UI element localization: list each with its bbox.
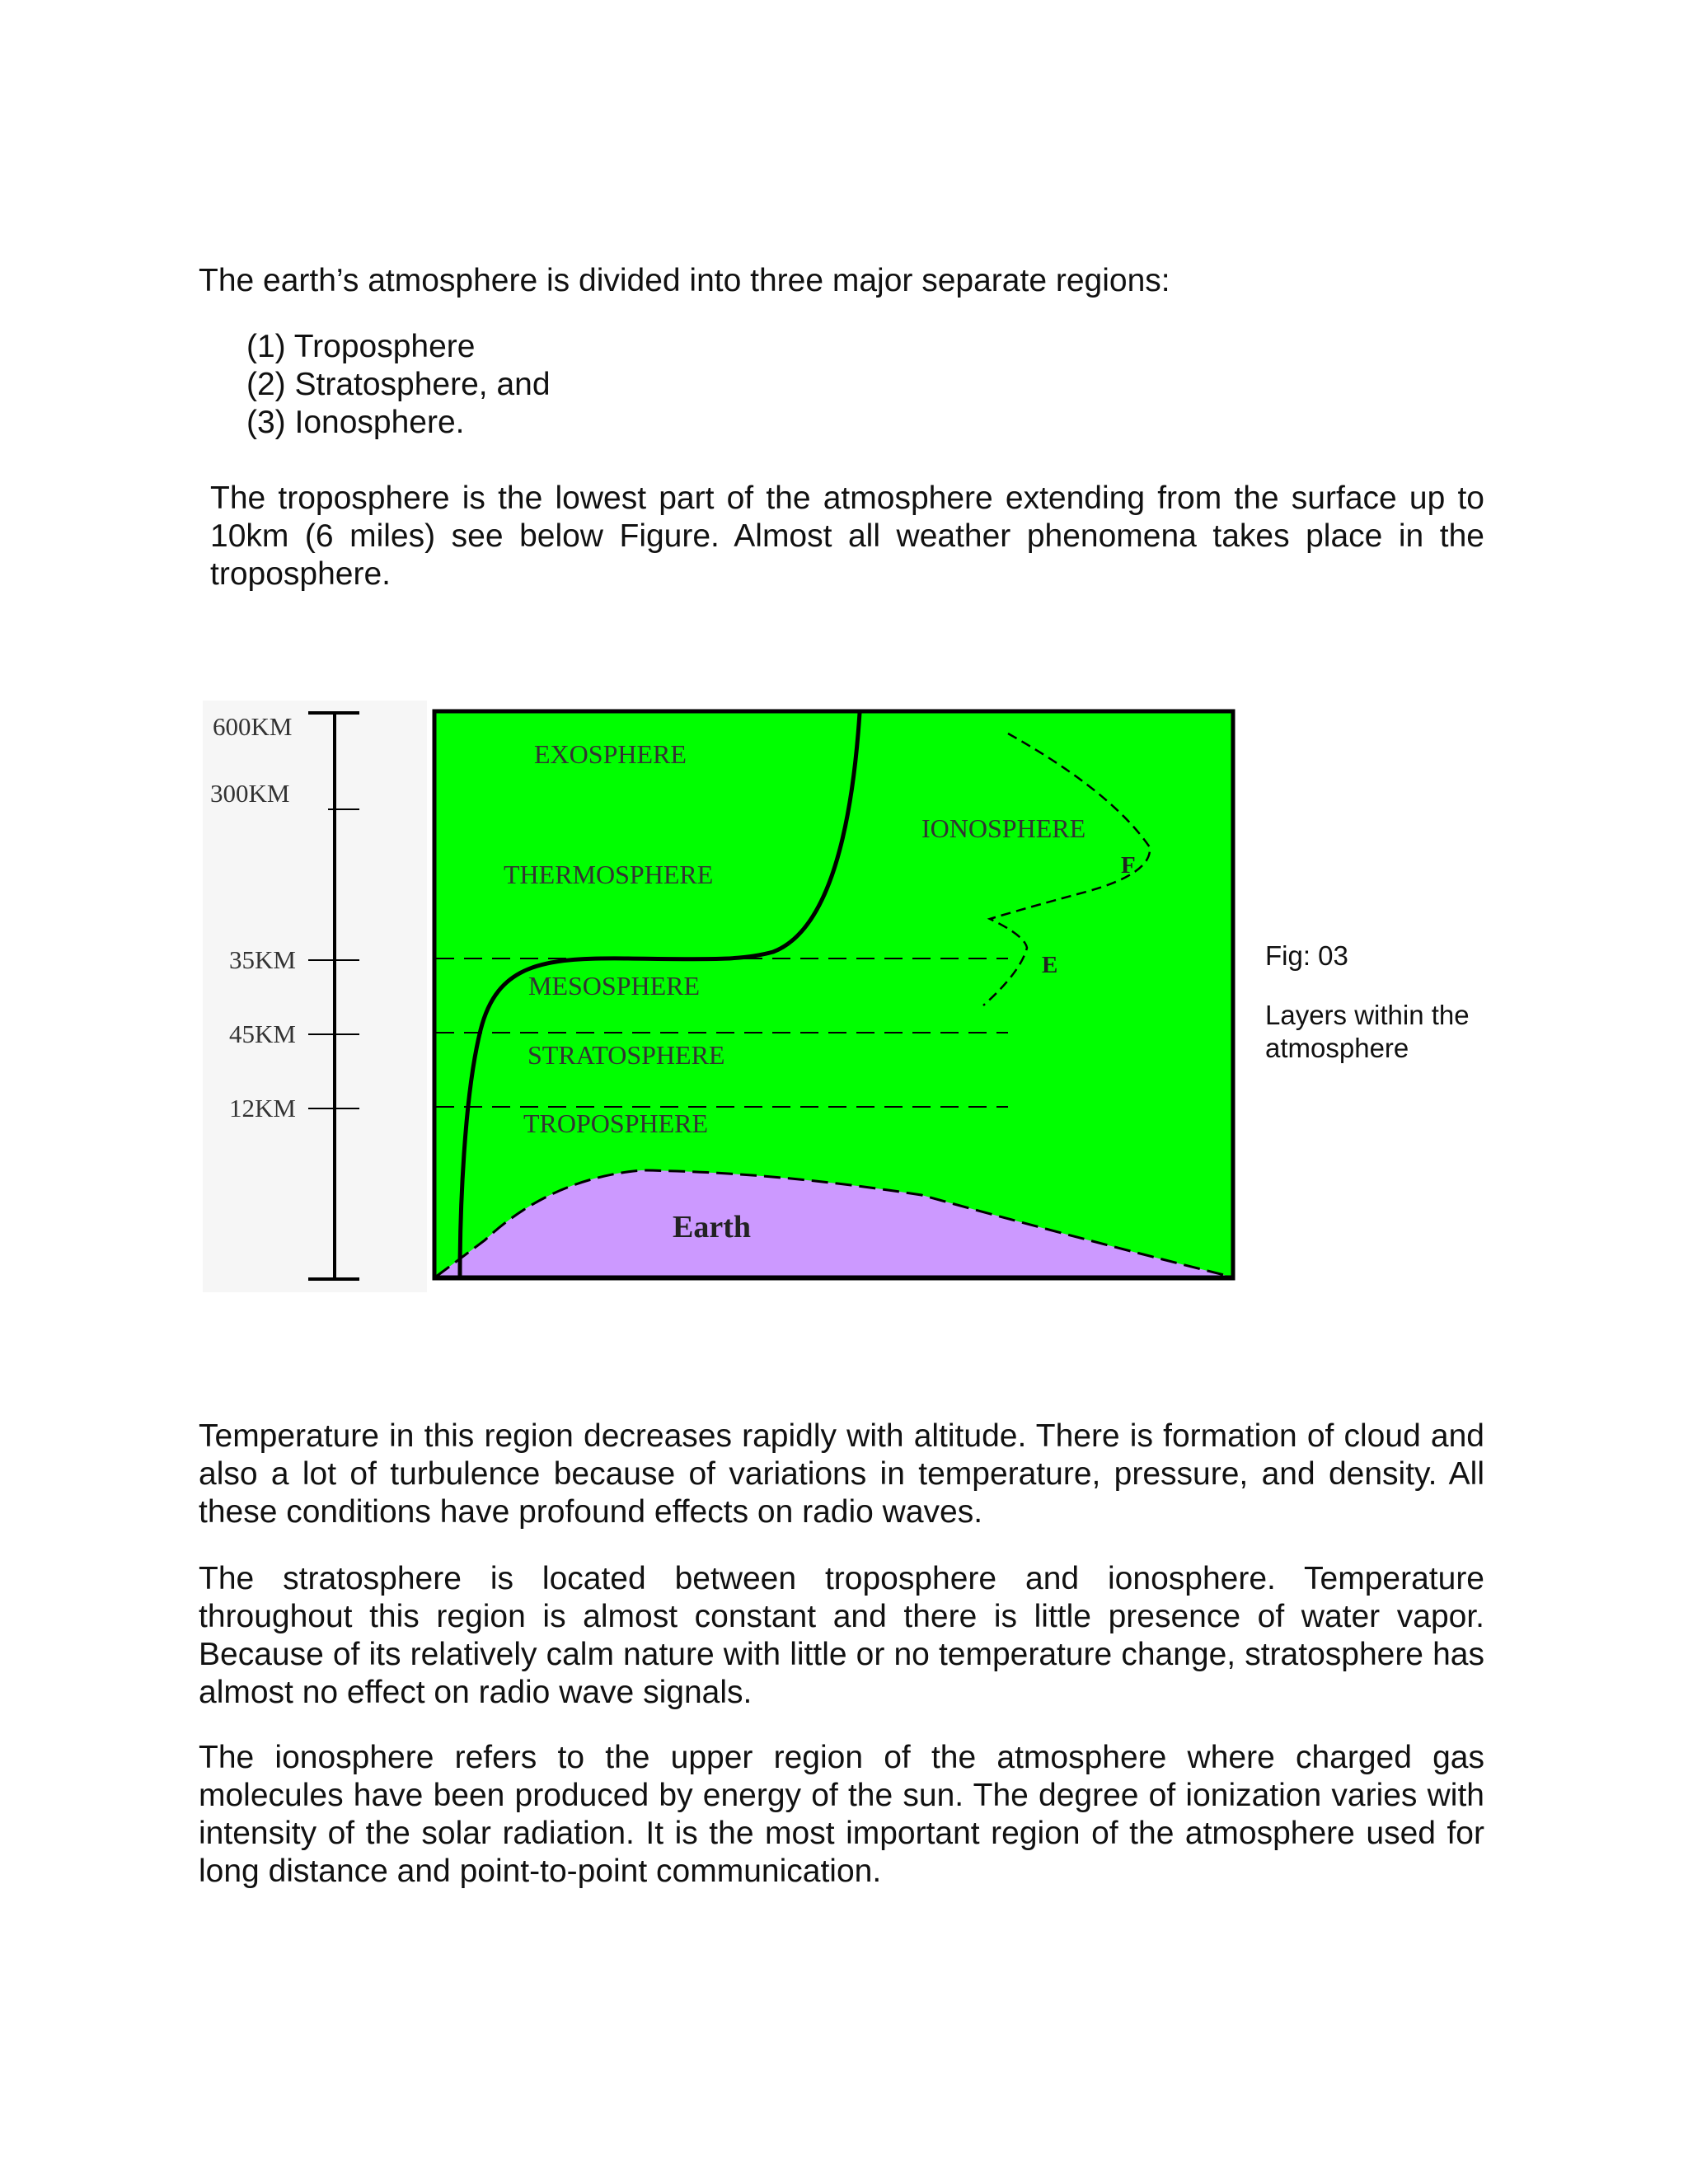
list-item: (1) Troposphere [246, 329, 476, 364]
temperature-paragraph: Temperature in this region decreases rapidly with altitude. There is formation of cloud and also a lot of turbulence because of variations in temperature, pressure, and density. All these conditions have profound effects on radio waves. [199, 1418, 1484, 1530]
altitude-label-35km: 35KM [229, 945, 296, 974]
label-ionosphere: IONOSPHERE [921, 813, 1086, 843]
label-thermosphere: THERMOSPHERE [504, 860, 714, 889]
label-exosphere: EXOSPHERE [534, 739, 687, 769]
altitude-label-45km: 45KM [229, 1019, 296, 1048]
label-f-layer: F [1121, 852, 1136, 879]
altitude-label-300km: 300KM [210, 779, 290, 808]
figure-number: Fig: 03 [1265, 940, 1348, 971]
list-item: (2) Stratosphere, and [246, 367, 551, 402]
label-troposphere: TROPOSPHERE [523, 1108, 709, 1138]
label-stratosphere: STRATOSPHERE [528, 1040, 725, 1070]
list-item: (3) Ionosphere. [246, 405, 465, 440]
label-earth: Earth [673, 1210, 751, 1244]
atmosphere-layers-figure [196, 701, 1259, 1292]
altitude-label-600km: 600KM [213, 712, 293, 741]
figure-caption: Layers within the atmosphere [1265, 1000, 1470, 1063]
altitude-label-12km: 12KM [229, 1094, 296, 1122]
region-list [246, 328, 551, 442]
ionosphere-paragraph: The ionosphere refers to the upper region of the atmosphere where charged gas molecules have been produced by energy of the sun. The degree of ionization varies with intensity of the solar radiation. It is the most important region of the atmosphere used for long distance and point-to-point communication. [199, 1740, 1484, 1889]
troposphere-intro-paragraph: The troposphere is the lowest part of the atmosphere extending from the surface up to 10km (6 miles) see below Figure. Almost all weather phenomena takes place in the troposphere. [210, 480, 1484, 592]
intro-text: The earth’s atmosphere is divided into three major separate regions: [199, 263, 1170, 298]
label-e-layer: E [1042, 952, 1058, 978]
label-mesosphere: MESOSPHERE [528, 971, 701, 1001]
stratosphere-paragraph: The stratosphere is located between troposphere and ionosphere. Temperature throughout this region is almost constant and there is little presence of water vapor. Because of its relatively calm nature with little or no temperature change, stratosphere has almost no effect on radio wave signals. [199, 1561, 1484, 1710]
